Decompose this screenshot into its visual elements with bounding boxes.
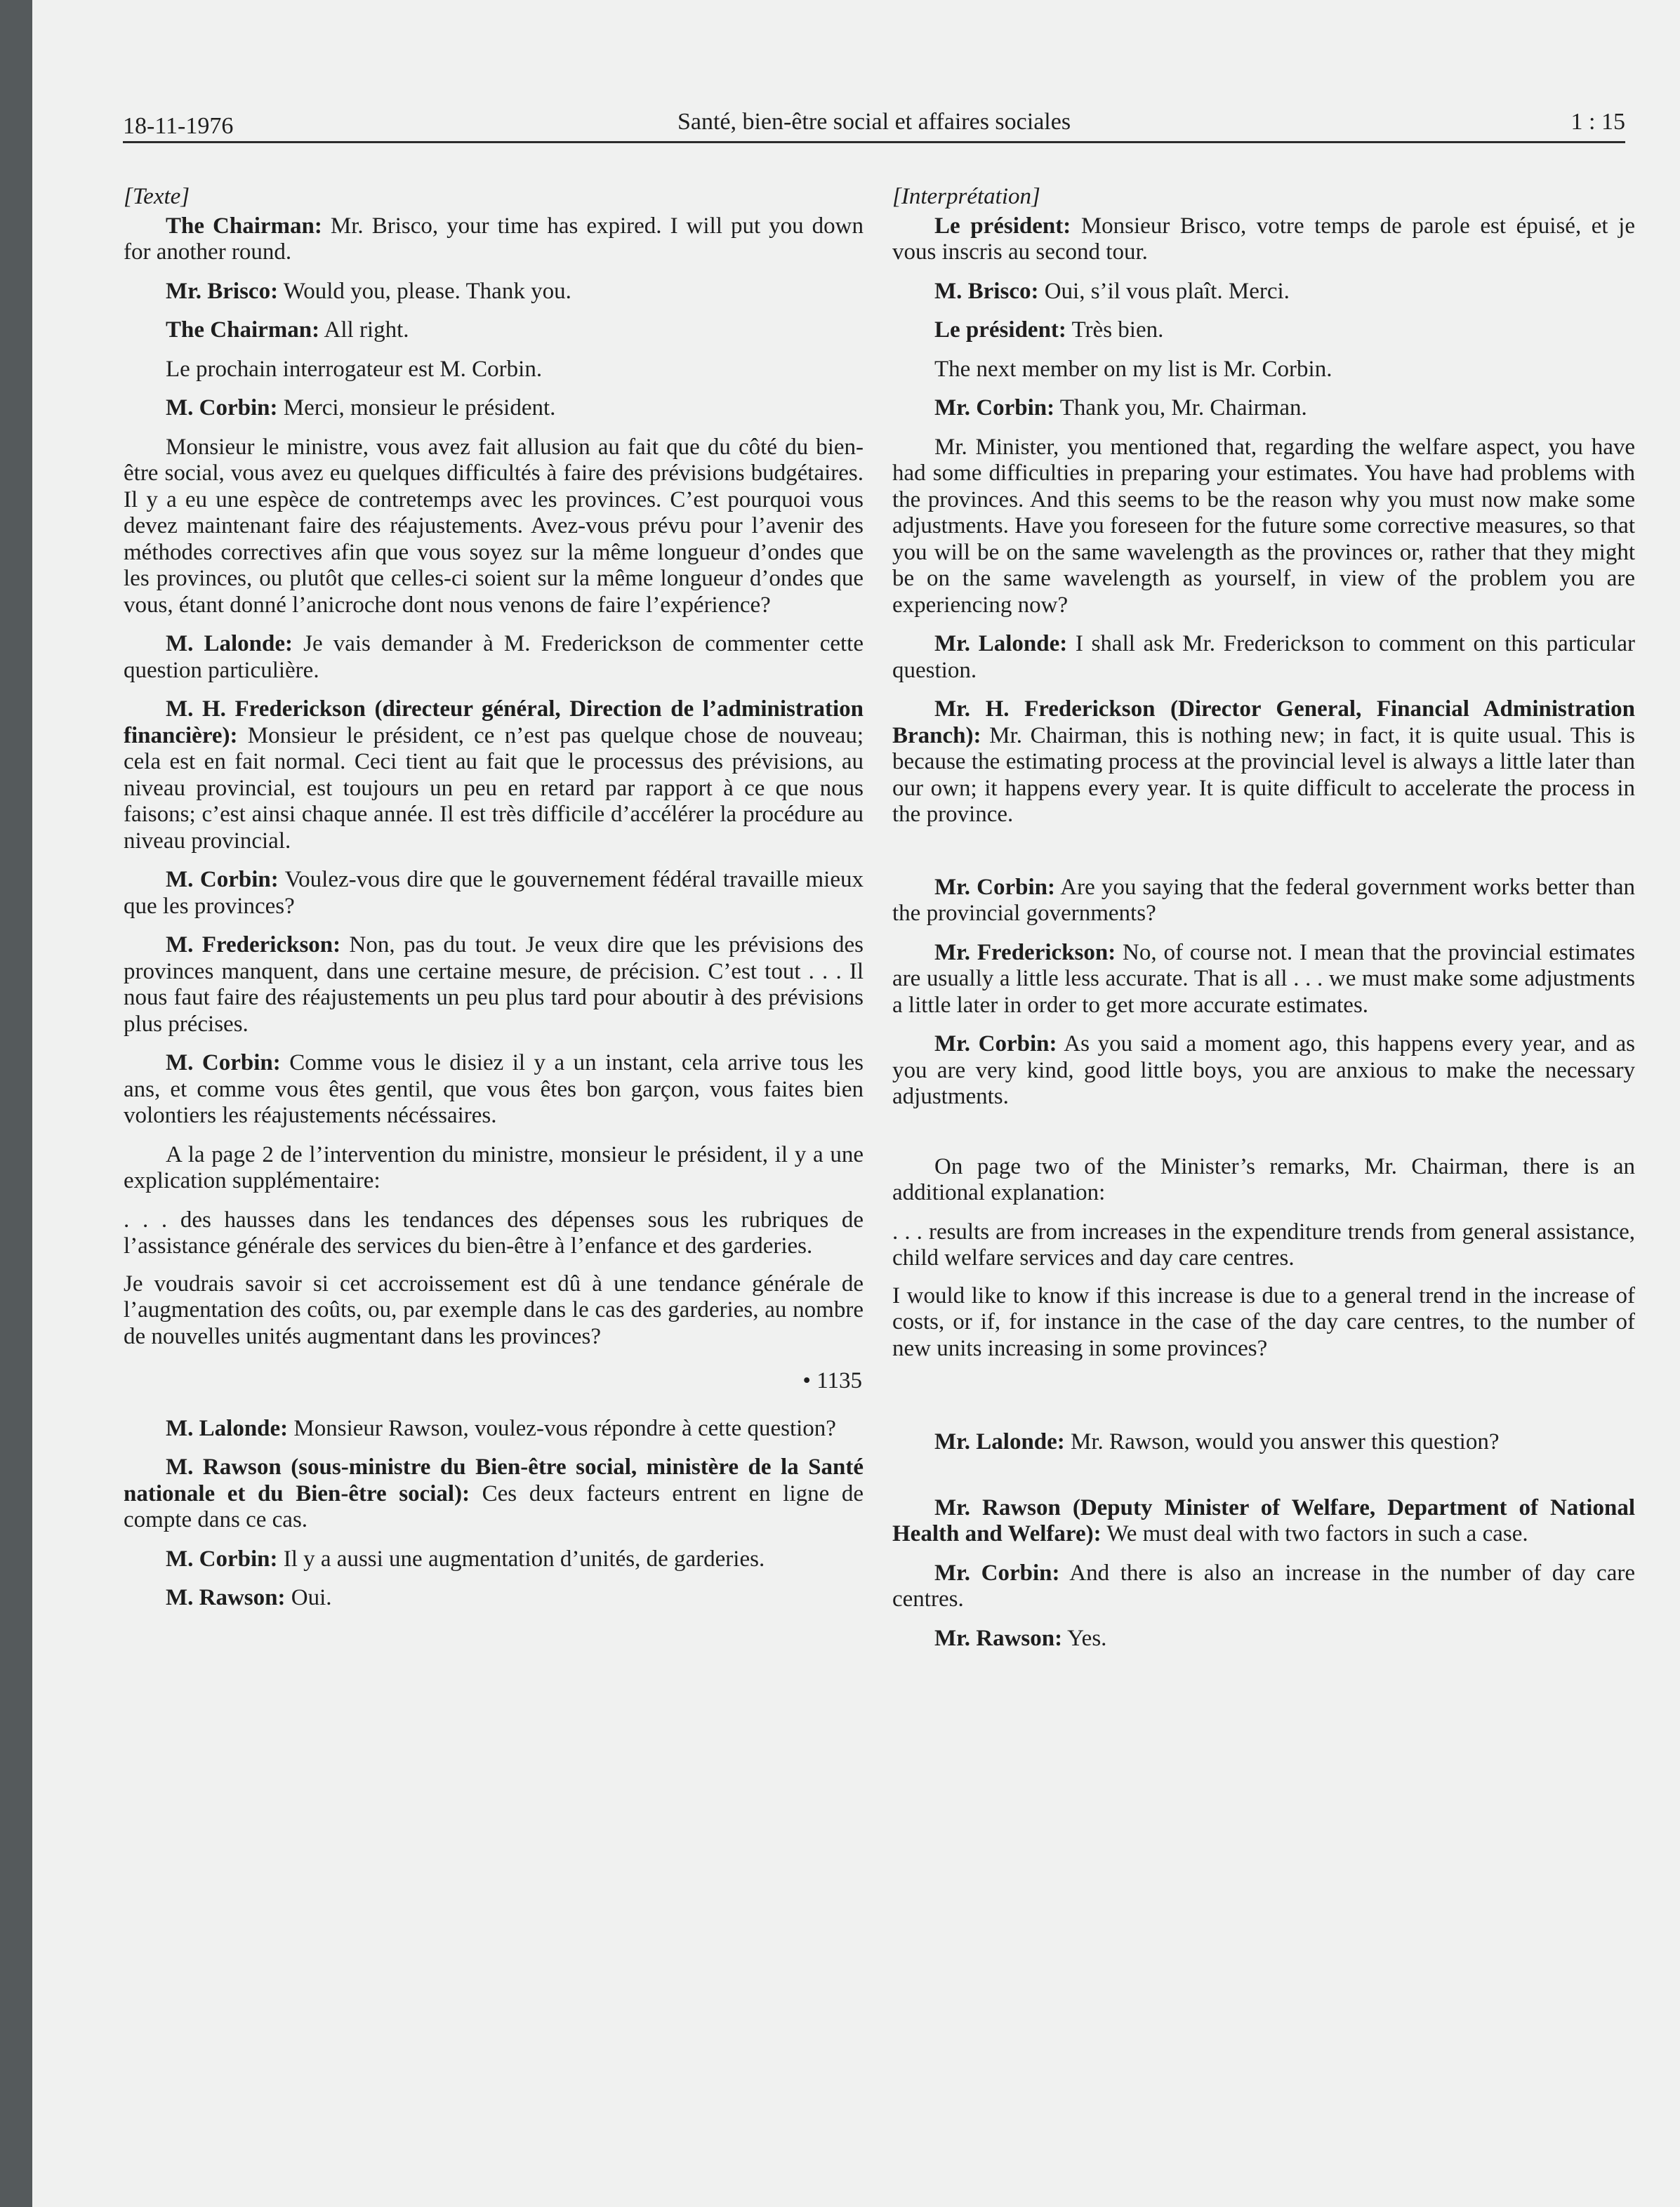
paragraph: Mr. Minister, you mentioned that, regarding the welfare aspect, you have had some difficulties in preparing your estimates. You have had problems with the provinces. And this seems to be the reason why you must now make some adjustments. Have you foreseen for the future some corrective measures, so that you will be on the same wavelength as the provinces or, rather that they might be on the same wavelength as yourself, in view of the problem you are experiencing now? [892,434,1635,618]
speaker: Mr. Frederickson: [934,939,1116,965]
speech-text: Thank you, Mr. Chairman. [1054,395,1307,420]
section-tag: [Interprétation] [892,184,1040,209]
speech-text: We must deal with two factors in such a case. [1101,1521,1528,1546]
speech-text: Monsieur le président, ce n’est pas quelque chose de nouveau; cela est en fait normal. Ceci tient au fait que le processus des prévisions, au niveau provincial, est toujours un peu en retard par rapport à ce que nous faisons; c’est ainsi chaque année. Il est très difficile d’accélérer la procédure au niveau provincial. [124,722,864,854]
paragraph [124,213,864,266]
speech-text: All right. [319,317,409,343]
speaker: Le président: [934,213,1071,239]
block-quote: . . . results are from increases in the expenditure trends from general assistance, child welfare services and day care centres. [892,1219,1635,1271]
paragraph: Je voudrais savoir si cet accroissement est dû à une tendance générale de l’augmentation des coûts, ou, par exemple dans le cas des garderies, au nombre de nouvelles unités augmentant dans les provinces? [124,1271,864,1349]
speaker: M. Corbin: [166,395,278,420]
paragraph [892,1429,1635,1456]
header-title: Santé, bien-être social et affaires sociales [677,109,1071,135]
paragraph [124,1454,864,1534]
paragraph [124,395,864,422]
time-marker: • 1135 [802,1368,862,1393]
speech-text: Merci, monsieur le président. [277,395,556,420]
paragraph [892,631,1635,684]
left-column-french [124,184,864,1612]
speaker: M. Lalonde: [166,1415,289,1441]
speaker: Mr. Rawson (Deputy Minister of Welfare, Department of National Health and Welfare): [892,1494,1635,1546]
paragraph [892,317,1635,344]
paragraph [892,1560,1635,1613]
speech-text: No, of course not. I mean that the provincial estimates are usually a little less accurate. That is all . . . we must make some adjustments a little later in order to get more accurate estimates. [892,939,1635,1018]
paragraph [892,213,1635,266]
header-page-number: 1 : 15 [1570,109,1625,135]
right-column-english [892,184,1635,1652]
paragraph: Le prochain interrogateur est M. Corbin. [166,356,543,382]
speaker: M. Rawson (sous-ministre du Bien-être social, ministère de la Santé nationale et du Bien-être social): [124,1454,864,1506]
speaker: Le président: [934,317,1066,343]
speech-text: Yes. [1062,1625,1107,1651]
speaker: M. Corbin: [166,1050,281,1075]
speaker: Mr. Lalonde: [934,631,1068,656]
speaker: M. Rawson: [166,1585,286,1610]
speaker: M. Corbin: [166,1546,278,1572]
speaker: Mr. H. Frederickson (Director General, Financial Administration Branch): [892,696,1635,748]
speaker: Mr. Corbin: [934,1031,1057,1056]
paragraph [124,696,864,854]
paragraph: A la page 2 de l’intervention du ministre, monsieur le président, il y a une explication supplémentaire: [124,1141,864,1193]
paragraph [892,279,1635,305]
speech-text: Mr. Brisco, your time has expired. I will put you down for another round. [124,213,864,265]
running-header [123,102,1625,143]
paragraph [124,1585,864,1612]
speaker: M. H. Frederickson (directeur général, Direction de l’administration financière): [124,696,864,748]
speech-text: Mr. Chairman, this is nothing new; in fact, it is quite usual. This is because the estimating process at the provincial level is always a little later than our own; it happens every year. It is quite difficult to accelerate the process in the province. [892,722,1635,827]
speaker: Mr. Corbin: [934,1560,1060,1586]
paragraph: On page two of the Minister’s remarks, Mr. Chairman, there is an additional explanation: [892,1153,1635,1205]
speech-text: Non, pas du tout. Je veux dire que les prévisions des provinces manquent, dans une certaine mesure, de précision. C’est tout . . . Il nous faut faire des réajustements un peu plus tard pour aboutir à des prévisions plus précises. [124,932,864,1037]
speech-text: Je vais demander à M. Frederickson de commenter cette question particulière. [124,631,864,683]
paragraph [124,279,864,305]
speech-text: Comme vous le disiez il y a un instant, cela arrive tous les ans, et comme vous êtes gentil, que vous êtes bon garçon, vous faites bien volontiers les réajustements nécéssaires. [124,1050,864,1128]
speech-text: Mr. Rawson, would you answer this question? [1064,1429,1500,1454]
speech-text: Voulez-vous dire que le gouvernement fédéral travaille mieux que les provinces? [124,867,864,919]
paragraph: The next member on my list is Mr. Corbin. [934,356,1332,382]
paragraph [892,940,1635,1019]
speech-text: Are you saying that the federal government works better than the provincial governments? [892,874,1635,926]
paragraph [892,1626,1635,1652]
speech-text: Ces deux facteurs entrent en ligne de compte dans ce cas. [124,1480,864,1532]
speaker: M. Corbin: [166,867,279,892]
block-quote: . . . des hausses dans les tendances des dépenses sous les rubriques de l’assistance générale des services du bien-être à l’enfance et des garderies. [124,1207,864,1259]
speaker: Mr. Rawson: [934,1625,1063,1651]
speaker: Mr. Corbin: [934,395,1055,420]
page-binding-edge [0,0,32,2207]
speech-text: Oui, s’il vous plaît. Merci. [1038,278,1290,304]
section-tag: [Texte] [124,184,190,209]
speech-text: Oui. [285,1585,332,1610]
speaker: Mr. Lalonde: [934,1429,1065,1454]
speaker: The Chairman: [166,317,320,343]
speech-text: Monsieur Rawson, voulez-vous répondre à cette question? [288,1415,836,1441]
speaker: M. Lalonde: [166,631,293,656]
paragraph [892,1495,1635,1548]
speech-text: Très bien. [1066,317,1164,343]
paragraph [892,395,1635,422]
speaker: M. Frederickson: [166,932,341,957]
paragraph: Monsieur le ministre, vous avez fait allusion au fait que du côté du bien-être social, vous avez eu quelques difficultés à faire des prévisions budgétaires. Il y a eu une espèce de contretemps avec les provinces. C’est pourquoi vous devez maintenant faire des réajustements. Avez-vous prévu pour l’avenir des méthodes correctives afin que vous soyez sur la même longueur d’ondes que les provinces, ou plutôt que celles-ci soient sur la même longueur d’ondes que vous, étant donné l’anicroche dont nous venons de faire l’expérience? [124,434,864,618]
speaker: Mr. Corbin: [934,874,1055,900]
speech-text: I shall ask Mr. Frederickson to comment on this particular question. [892,631,1636,683]
paragraph [124,867,864,920]
paragraph [892,696,1635,828]
speech-text: Il y a aussi une augmentation d’unités, de garderies. [277,1546,765,1572]
paragraph [892,875,1635,927]
speech-text: Monsieur Brisco, votre temps de parole est épuisé, et je vous inscris au second tour. [892,213,1635,265]
speaker: The Chairman: [166,213,322,239]
paragraph [892,1031,1635,1111]
paragraph [124,1546,864,1573]
speech-text: Would you, please. Thank you. [278,278,571,304]
speech-text: As you said a moment ago, this happens every year, and as you are very kind, good little boys, you are anxious to make the necessary adjustments. [892,1031,1636,1109]
paragraph: I would like to know if this increase is due to a general trend in the increase of costs, or if, for instance in the case of the day care centres, to the number of new units increasing in some provinces? [892,1283,1635,1361]
speech-text: And there is also an increase in the number of day care centres. [892,1560,1635,1612]
paragraph [124,1416,864,1443]
paragraph [124,631,864,684]
header-date: 18-11-1976 [123,113,234,139]
speaker: M. Brisco: [934,278,1039,304]
paragraph [124,932,864,1038]
speaker: Mr. Brisco: [166,278,279,304]
paragraph [124,1050,864,1129]
paragraph [124,317,864,344]
